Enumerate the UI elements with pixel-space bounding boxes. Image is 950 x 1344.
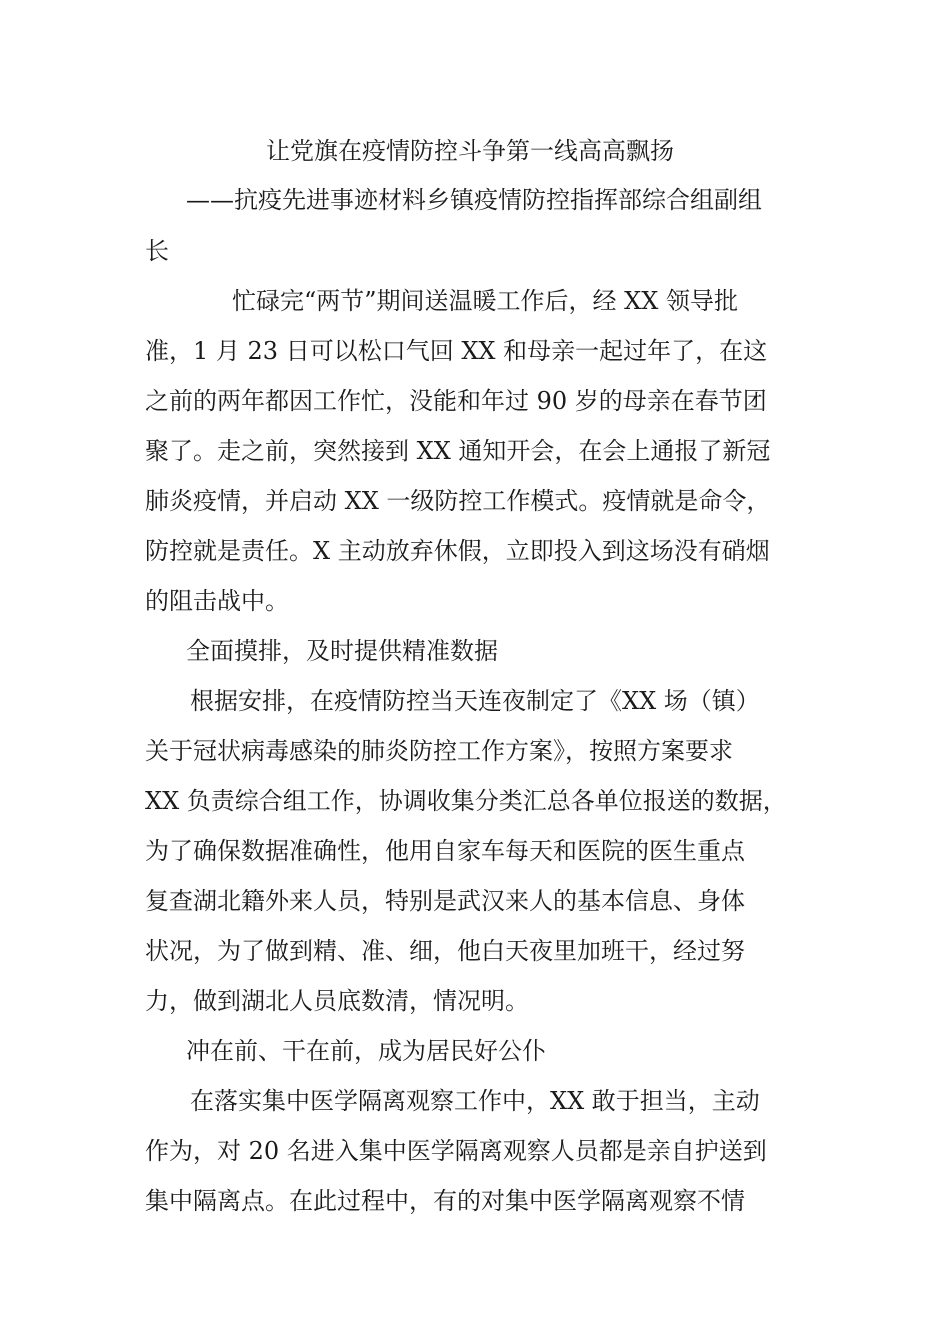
intro-line-7: 的阻击战中。: [145, 587, 289, 615]
section2-line-3: 集中隔离点。在此过程中，有的对集中医学隔离观察不情: [145, 1187, 745, 1215]
section1-line-5: 复查湖北籍外来人员，特别是武汉来人的基本信息、身体: [145, 887, 745, 915]
section2-line-1: 在落实集中医学隔离观察工作中，XX 敢于担当，主动: [190, 1087, 760, 1115]
section1-line-3: XX 负责综合组工作，协调收集分类汇总各单位报送的数据，: [145, 787, 787, 815]
document-title: 让党旗在疫情防控斗争第一线高高飘扬: [266, 137, 674, 165]
section1-line-2: 关于冠状病毒感染的肺炎防控工作方案》，按照方案要求: [145, 737, 733, 765]
section1-line-6: 状况，为了做到精、准、细，他白天夜里加班干，经过努: [145, 937, 745, 965]
section1-line-7: 力，做到湖北人员底数清，情况明。: [145, 987, 529, 1015]
intro-line-4: 聚了。走之前，突然接到 XX 通知开会，在会上通报了新冠: [145, 437, 771, 465]
subtitle-line-1: ——抗疫先进事迹材料乡镇疫情防控指挥部综合组副组: [186, 186, 762, 214]
intro-line-2: 准，1 月 23 日可以松口气回 XX 和母亲一起过年了，在这: [145, 337, 768, 365]
section1-heading: 全面摸排，及时提供精准数据: [186, 637, 498, 665]
subtitle-line-2: 长: [145, 237, 169, 265]
section2-line-2: 作为，对 20 名进入集中医学隔离观察人员都是亲自护送到: [145, 1137, 767, 1165]
intro-line-5: 肺炎疫情，并启动 XX 一级防控工作模式。疫情就是命令，: [145, 487, 771, 515]
intro-line-6: 防控就是责任。X 主动放弃休假，立即投入到这场没有硝烟: [145, 537, 770, 565]
section1-line-4: 为了确保数据准确性，他用自家车每天和医院的医生重点: [145, 837, 745, 865]
section1-line-1: 根据安排，在疫情防控当天连夜制定了《XX 场（镇）: [190, 687, 760, 715]
intro-line-1: 忙碌完“两节”期间送温暖工作后，经 XX 领导批: [232, 287, 738, 315]
section2-heading: 冲在前、干在前，成为居民好公仆: [186, 1037, 546, 1065]
intro-line-3: 之前的两年都因工作忙，没能和年过 90 岁的母亲在春节团: [145, 387, 767, 415]
